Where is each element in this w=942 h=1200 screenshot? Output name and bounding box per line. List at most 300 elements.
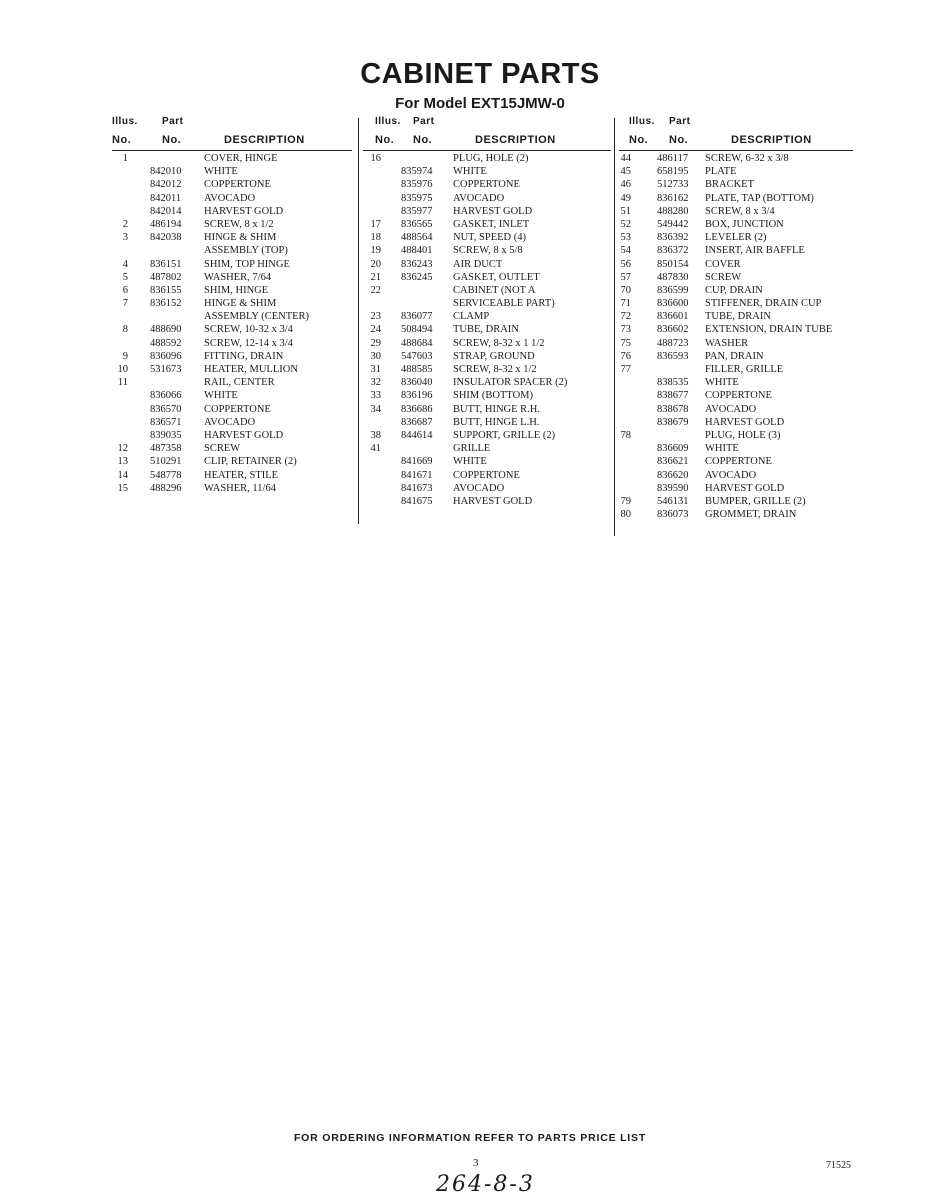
part-description: SCREW <box>204 443 241 455</box>
part-row <box>363 310 611 323</box>
part-row <box>363 205 611 218</box>
part-number: 836155 <box>150 284 182 296</box>
part-description: CUP, DRAIN <box>705 284 763 296</box>
part-number: 835974 <box>401 166 433 178</box>
part-number: 839035 <box>150 429 182 441</box>
part-row <box>363 403 611 416</box>
part-description: TUBE, DRAIN <box>453 324 519 336</box>
illus-number: 22 <box>370 284 381 296</box>
part-number: 487830 <box>657 271 689 283</box>
header-illus: Illus. <box>375 116 401 127</box>
header-part-no: No. <box>413 134 433 146</box>
part-row <box>619 323 853 336</box>
part-description: COVER <box>705 258 741 270</box>
header-illus-no: No. <box>375 134 395 146</box>
part-description: ASSEMBLY (TOP) <box>204 245 288 257</box>
part-number: 836621 <box>657 456 689 468</box>
part-description: NUT, SPEED (4) <box>453 232 527 244</box>
part-row <box>112 350 352 363</box>
illus-number: 75 <box>620 337 631 349</box>
part-number: 836073 <box>657 509 689 521</box>
part-row <box>363 297 611 310</box>
part-number: 836602 <box>657 324 689 336</box>
part-number: 512733 <box>657 179 689 191</box>
illus-number: 78 <box>620 429 631 441</box>
illus-number: 3 <box>122 232 128 244</box>
part-number: 836599 <box>657 284 689 296</box>
part-row <box>112 271 352 284</box>
part-row <box>619 469 853 482</box>
illus-number: 53 <box>620 232 631 244</box>
part-description: PAN, DRAIN <box>705 350 764 362</box>
header-rule <box>112 150 352 151</box>
illus-number: 29 <box>370 337 381 349</box>
parts-column-1 <box>112 116 352 495</box>
part-description: AVOCADO <box>705 403 757 415</box>
illus-number: 57 <box>620 271 631 283</box>
part-number: 842012 <box>150 179 182 191</box>
part-description: WHITE <box>204 390 238 402</box>
part-number: 488401 <box>401 245 433 257</box>
illus-number: 32 <box>370 377 381 389</box>
illus-number: 77 <box>620 364 631 375</box>
part-number: 836162 <box>657 192 689 204</box>
part-description: SCREW, 10-32 x 3/4 <box>204 324 293 336</box>
part-description: SCREW, 8-32 x 1/2 <box>453 364 537 375</box>
part-description: PLATE <box>705 166 737 178</box>
part-number: 531673 <box>150 364 182 375</box>
illus-number: 18 <box>370 232 381 244</box>
part-number: 487358 <box>150 443 182 455</box>
illus-number: 44 <box>620 153 631 164</box>
illus-number: 51 <box>620 205 631 217</box>
part-description: CLIP, RETAINER (2) <box>204 456 297 468</box>
illus-number: 56 <box>620 258 631 270</box>
part-row <box>619 376 853 389</box>
part-number: 508494 <box>401 324 433 336</box>
part-number: 488684 <box>401 337 433 349</box>
part-row <box>112 469 352 482</box>
part-row <box>619 482 853 495</box>
part-description: COPPERTONE <box>705 456 772 468</box>
illus-number: 54 <box>620 245 631 257</box>
part-row <box>112 284 352 297</box>
parts-column-2 <box>363 116 611 508</box>
illus-number: 7 <box>122 298 128 310</box>
part-row <box>619 363 853 376</box>
part-description: RAIL, CENTER <box>204 377 275 389</box>
illus-number: 46 <box>620 179 631 191</box>
illus-number: 33 <box>370 390 381 402</box>
part-number: 836620 <box>657 469 689 481</box>
part-row <box>619 495 853 508</box>
part-row <box>363 495 611 508</box>
part-row <box>112 178 352 191</box>
illus-number: 19 <box>370 245 381 257</box>
part-number: 836243 <box>401 258 433 270</box>
part-row <box>363 416 611 429</box>
part-description: EXTENSION, DRAIN TUBE <box>705 324 833 336</box>
part-row <box>363 323 611 336</box>
part-number: 488296 <box>150 482 182 494</box>
part-row <box>112 231 352 244</box>
part-description: BUTT, HINGE R.H. <box>453 403 541 415</box>
part-row <box>619 403 853 416</box>
header-description: DESCRIPTION <box>731 134 812 146</box>
parts-list <box>363 152 611 508</box>
part-description: COPPERTONE <box>705 390 772 402</box>
part-row <box>363 389 611 402</box>
part-row <box>363 165 611 178</box>
illus-number: 76 <box>620 350 631 362</box>
part-row <box>112 403 352 416</box>
illus-number: 72 <box>620 311 631 323</box>
header-illus: Illus. <box>112 116 138 127</box>
part-number: 836601 <box>657 311 689 323</box>
part-number: 842038 <box>150 232 182 244</box>
part-row <box>112 152 352 165</box>
illus-number: 45 <box>620 166 631 178</box>
part-description: PLATE, TAP (BOTTOM) <box>705 192 814 204</box>
part-description: SCREW, 8 x 5/8 <box>453 245 523 257</box>
part-number: 836040 <box>401 377 433 389</box>
part-description: AVOCADO <box>204 192 256 204</box>
part-row <box>363 192 611 205</box>
header-description: DESCRIPTION <box>224 134 305 146</box>
header-part: Part <box>162 116 184 127</box>
part-description: GASKET, INLET <box>453 218 530 230</box>
part-row <box>619 244 853 257</box>
part-number: 548778 <box>150 469 182 481</box>
part-row <box>112 337 352 350</box>
part-description: PLUG, HOLE (2) <box>453 153 529 164</box>
illus-number: 4 <box>122 258 128 270</box>
part-row <box>363 442 611 455</box>
part-description: SHIM, TOP HINGE <box>204 258 290 270</box>
part-number: 486117 <box>657 153 689 164</box>
part-row <box>363 350 611 363</box>
column-divider <box>358 118 359 524</box>
part-description: STRAP, GROUND <box>453 350 535 362</box>
part-description: AIR DUCT <box>453 258 503 270</box>
part-number: 836687 <box>401 416 433 428</box>
part-number: 510291 <box>150 456 182 468</box>
illus-number: 41 <box>370 443 381 455</box>
part-number: 488592 <box>150 337 182 349</box>
column-header <box>363 116 611 152</box>
part-row <box>363 376 611 389</box>
part-row <box>363 178 611 191</box>
part-description: FILLER, GRILLE <box>705 364 784 375</box>
part-number: 546131 <box>657 495 689 507</box>
part-description: BUMPER, GRILLE (2) <box>705 495 806 507</box>
illus-number: 70 <box>620 284 631 296</box>
illus-number: 30 <box>370 350 381 362</box>
part-description: WASHER, 7/64 <box>204 271 272 283</box>
part-description: CABINET (NOT A <box>453 284 536 296</box>
part-description: HARVEST GOLD <box>705 482 785 494</box>
part-description: HINGE & SHIM <box>204 232 277 244</box>
part-description: WHITE <box>453 166 487 178</box>
header-part: Part <box>413 116 435 127</box>
part-number: 838679 <box>657 416 689 428</box>
page-number: 3 <box>473 1157 479 1169</box>
illus-number: 11 <box>117 377 128 389</box>
illus-number: 31 <box>370 364 381 375</box>
part-number: 838535 <box>657 377 689 389</box>
header-illus-no: No. <box>112 134 132 146</box>
illus-number: 9 <box>122 350 128 362</box>
illus-number: 80 <box>620 509 631 521</box>
part-number: 842010 <box>150 166 182 178</box>
part-number: 488585 <box>401 364 433 375</box>
parts-list <box>619 152 853 521</box>
page-title: CABINET PARTS <box>360 58 600 90</box>
part-number: 838677 <box>657 390 689 402</box>
column-header <box>112 116 352 152</box>
part-description: HARVEST GOLD <box>204 205 284 217</box>
part-description: AVOCADO <box>204 416 256 428</box>
part-number: 841675 <box>401 495 433 507</box>
part-number: 836066 <box>150 390 182 402</box>
part-description: HARVEST GOLD <box>453 205 533 217</box>
part-number: 836571 <box>150 416 182 428</box>
illus-number: 38 <box>370 429 381 441</box>
part-number: 836609 <box>657 443 689 455</box>
part-number: 841671 <box>401 469 433 481</box>
part-description: COPPERTONE <box>204 179 271 191</box>
part-number: 487802 <box>150 271 182 283</box>
part-row <box>363 482 611 495</box>
illus-number: 71 <box>620 298 631 310</box>
part-row <box>619 218 853 231</box>
header-part: Part <box>669 116 691 127</box>
part-row <box>112 192 352 205</box>
part-number: 836152 <box>150 298 182 310</box>
part-row <box>112 258 352 271</box>
illus-number: 8 <box>122 324 128 336</box>
part-description: GRILLE <box>453 443 491 455</box>
part-number: 488280 <box>657 205 689 217</box>
part-number: 835977 <box>401 205 433 217</box>
part-description: SCREW, 6-32 x 3/8 <box>705 153 789 164</box>
illus-number: 49 <box>620 192 631 204</box>
part-row <box>112 218 352 231</box>
part-description: HARVEST GOLD <box>705 416 785 428</box>
part-description: HARVEST GOLD <box>204 429 284 441</box>
header-rule <box>363 150 611 151</box>
part-description: WHITE <box>705 377 739 389</box>
part-number: 836077 <box>401 311 433 323</box>
model-subtitle: For Model EXT15JMW-0 <box>395 95 565 112</box>
part-description: LEVELER (2) <box>705 232 767 244</box>
part-number: 841669 <box>401 456 433 468</box>
part-description: STIFFENER, DRAIN CUP <box>705 298 822 310</box>
ordering-note: FOR ORDERING INFORMATION REFER TO PARTS PRICE LIST <box>293 1132 647 1144</box>
part-description: GROMMET, DRAIN <box>705 509 797 521</box>
part-description: SHIM (BOTTOM) <box>453 390 534 402</box>
part-number: 549442 <box>657 218 689 230</box>
part-row <box>363 231 611 244</box>
document-number: 71525 <box>826 1160 851 1171</box>
part-description: BOX, JUNCTION <box>705 218 784 230</box>
part-description: SCREW, 12-14 x 3/4 <box>204 337 293 349</box>
part-number: 835976 <box>401 179 433 191</box>
part-number: 547603 <box>401 350 433 362</box>
part-description: WHITE <box>453 456 487 468</box>
part-row <box>112 205 352 218</box>
illus-number: 14 <box>117 469 128 481</box>
part-number: 836392 <box>657 232 689 244</box>
part-row <box>619 192 853 205</box>
part-description: PLUG, HOLE (3) <box>705 429 781 441</box>
part-description: COPPERTONE <box>453 469 520 481</box>
part-number: 836600 <box>657 298 689 310</box>
part-row <box>112 416 352 429</box>
part-description: AVOCADO <box>705 469 757 481</box>
illus-number: 2 <box>122 218 128 230</box>
part-row <box>112 297 352 310</box>
illus-number: 34 <box>370 403 381 415</box>
part-description: SCREW, 8 x 3/4 <box>705 205 775 217</box>
part-row <box>363 455 611 468</box>
part-description: TUBE, DRAIN <box>705 311 771 323</box>
part-description: INSERT, AIR BAFFLE <box>705 245 805 257</box>
part-row <box>363 469 611 482</box>
part-description: WASHER, 11/64 <box>204 482 276 494</box>
header-part-no: No. <box>162 134 182 146</box>
part-row <box>363 337 611 350</box>
part-description: INSULATOR SPACER (2) <box>453 377 568 389</box>
part-number: 836570 <box>150 403 182 415</box>
part-description: COPPERTONE <box>453 179 520 191</box>
part-row <box>363 284 611 297</box>
part-description: WASHER <box>705 337 749 349</box>
part-row <box>619 297 853 310</box>
illus-number: 52 <box>620 218 631 230</box>
part-number: 842011 <box>150 192 182 204</box>
header-illus-no: No. <box>629 134 649 146</box>
part-description: SERVICEABLE PART) <box>453 298 555 310</box>
part-row <box>619 165 853 178</box>
header-rule <box>619 150 853 151</box>
part-row <box>619 389 853 402</box>
part-row <box>619 152 853 165</box>
handwritten-note: 264-8-3 <box>436 1172 535 1197</box>
part-row <box>112 376 352 389</box>
part-row <box>619 258 853 271</box>
part-number: 488690 <box>150 324 182 336</box>
part-description: GASKET, OUTLET <box>453 271 540 283</box>
part-description: SCREW, 8-32 x 1 1/2 <box>453 337 545 349</box>
part-row <box>619 178 853 191</box>
part-number: 850154 <box>657 258 689 270</box>
part-row <box>112 323 352 336</box>
illus-number: 15 <box>117 482 128 494</box>
illus-number: 17 <box>370 218 381 230</box>
part-description: SUPPORT, GRILLE (2) <box>453 429 556 441</box>
illus-number: 12 <box>117 443 128 455</box>
part-row <box>112 442 352 455</box>
column-header <box>619 116 853 152</box>
part-description: WHITE <box>705 443 739 455</box>
parts-list <box>112 152 352 495</box>
part-number: 836565 <box>401 218 433 230</box>
part-number: 839590 <box>657 482 689 494</box>
part-description: AVOCADO <box>453 192 505 204</box>
part-row <box>363 152 611 165</box>
illus-number: 1 <box>122 153 128 164</box>
part-row <box>619 455 853 468</box>
part-number: 486194 <box>150 218 182 230</box>
part-row <box>112 482 352 495</box>
part-row <box>363 258 611 271</box>
part-number: 836686 <box>401 403 433 415</box>
part-description: HEATER, MULLION <box>204 364 298 375</box>
part-description: SCREW <box>705 271 742 283</box>
part-number: 842014 <box>150 205 182 217</box>
header-illus: Illus. <box>629 116 655 127</box>
part-row <box>363 429 611 442</box>
part-number: 844614 <box>401 429 433 441</box>
part-number: 836372 <box>657 245 689 257</box>
part-description: FITTING, DRAIN <box>204 350 284 362</box>
part-description: CLAMP <box>453 311 490 323</box>
illus-number: 6 <box>122 284 128 296</box>
illus-number: 13 <box>117 456 128 468</box>
illus-number: 10 <box>117 364 128 375</box>
part-row <box>112 363 352 376</box>
part-description: HEATER, STILE <box>204 469 279 481</box>
part-row <box>112 310 352 323</box>
part-description: COPPERTONE <box>204 403 271 415</box>
part-row <box>619 284 853 297</box>
part-row <box>363 218 611 231</box>
illus-number: 5 <box>122 271 128 283</box>
part-number: 836151 <box>150 258 182 270</box>
part-number: 488723 <box>657 337 689 349</box>
part-row <box>619 310 853 323</box>
part-number: 838678 <box>657 403 689 415</box>
part-row <box>619 205 853 218</box>
part-number: 836196 <box>401 390 433 402</box>
part-number: 658195 <box>657 166 689 178</box>
header-part-no: No. <box>669 134 689 146</box>
illus-number: 20 <box>370 258 381 270</box>
part-row <box>619 337 853 350</box>
part-row <box>363 271 611 284</box>
part-row <box>619 231 853 244</box>
part-description: HARVEST GOLD <box>453 495 533 507</box>
part-row <box>619 429 853 442</box>
illus-number: 23 <box>370 311 381 323</box>
illus-number: 16 <box>370 153 381 164</box>
part-row <box>619 416 853 429</box>
part-description: HINGE & SHIM <box>204 298 277 310</box>
part-description: AVOCADO <box>453 482 505 494</box>
part-description: SCREW, 8 x 1/2 <box>204 218 274 230</box>
illus-number: 24 <box>370 324 381 336</box>
part-row <box>619 508 853 521</box>
part-description: BUTT, HINGE L.H. <box>453 416 540 428</box>
part-number: 835975 <box>401 192 433 204</box>
part-description: ASSEMBLY (CENTER) <box>204 311 310 323</box>
part-number: 836593 <box>657 350 689 362</box>
header-description: DESCRIPTION <box>475 134 556 146</box>
part-number: 488564 <box>401 232 433 244</box>
illus-number: 21 <box>370 271 381 283</box>
illus-number: 79 <box>620 495 631 507</box>
